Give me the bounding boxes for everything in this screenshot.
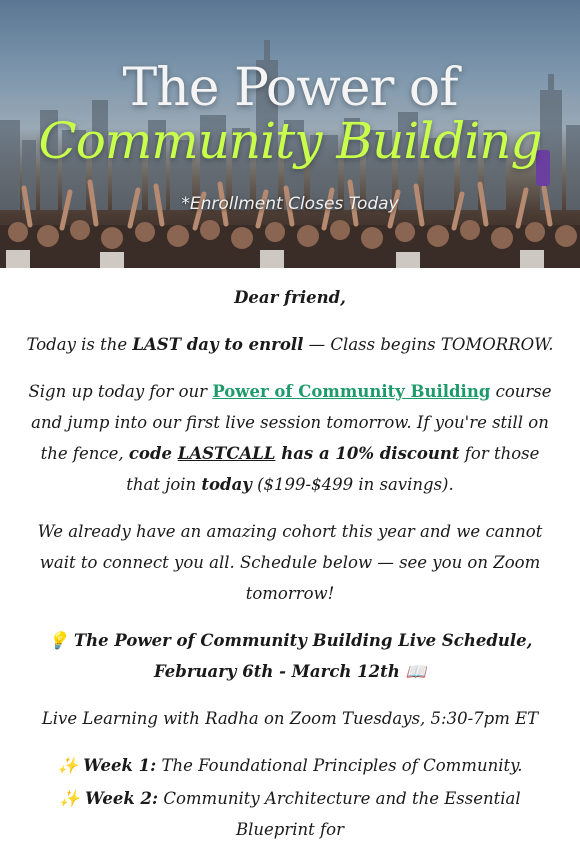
discount-code: LASTCALL xyxy=(177,444,276,463)
lightbulb-icon: 💡 xyxy=(47,631,69,650)
paragraph-signup: Sign up today for our Power of Community Building course and jump into our first live session tomorrow. If you're still on the fence, code LASTCALL has a 10% discount for those that join today ($199-$499 in savings). xyxy=(28,382,552,494)
email-body xyxy=(0,282,580,845)
week-item: ✨ Week 2: Community Architecture and the Essential Blueprint for xyxy=(59,789,521,839)
sparkles-icon: ✨ xyxy=(59,789,80,808)
course-link[interactable]: Power of Community Building xyxy=(212,382,491,401)
greeting: Dear friend, xyxy=(234,288,346,307)
week-item: ✨ Week 1: The Foundational Principles of Community. xyxy=(57,756,523,775)
paragraph-cohort: We already have an amazing cohort this year and we cannot wait to connect you all. Schedule below — see you on Zoom tomorrow! xyxy=(37,522,543,603)
schedule-title: 💡 The Power of Community Building Live Schedule, February 6th - March 12th 📖 xyxy=(47,631,533,681)
last-day-emphasis: LAST day to enroll xyxy=(132,335,304,354)
hero-title-line1: The Power of xyxy=(122,58,458,118)
hero-title-line2: Community Building xyxy=(38,112,542,170)
book-icon: 📖 xyxy=(405,662,426,681)
hero-subtitle: *Enrollment Closes Today xyxy=(181,194,399,214)
hero-banner xyxy=(0,0,580,268)
paragraph-last-day: Today is the LAST day to enroll — Class begins TOMORROW. xyxy=(26,335,554,354)
sparkles-icon: ✨ xyxy=(57,756,79,775)
live-learning-info: Live Learning with Radha on Zoom Tuesdays, 5:30-7pm ET xyxy=(41,709,539,728)
